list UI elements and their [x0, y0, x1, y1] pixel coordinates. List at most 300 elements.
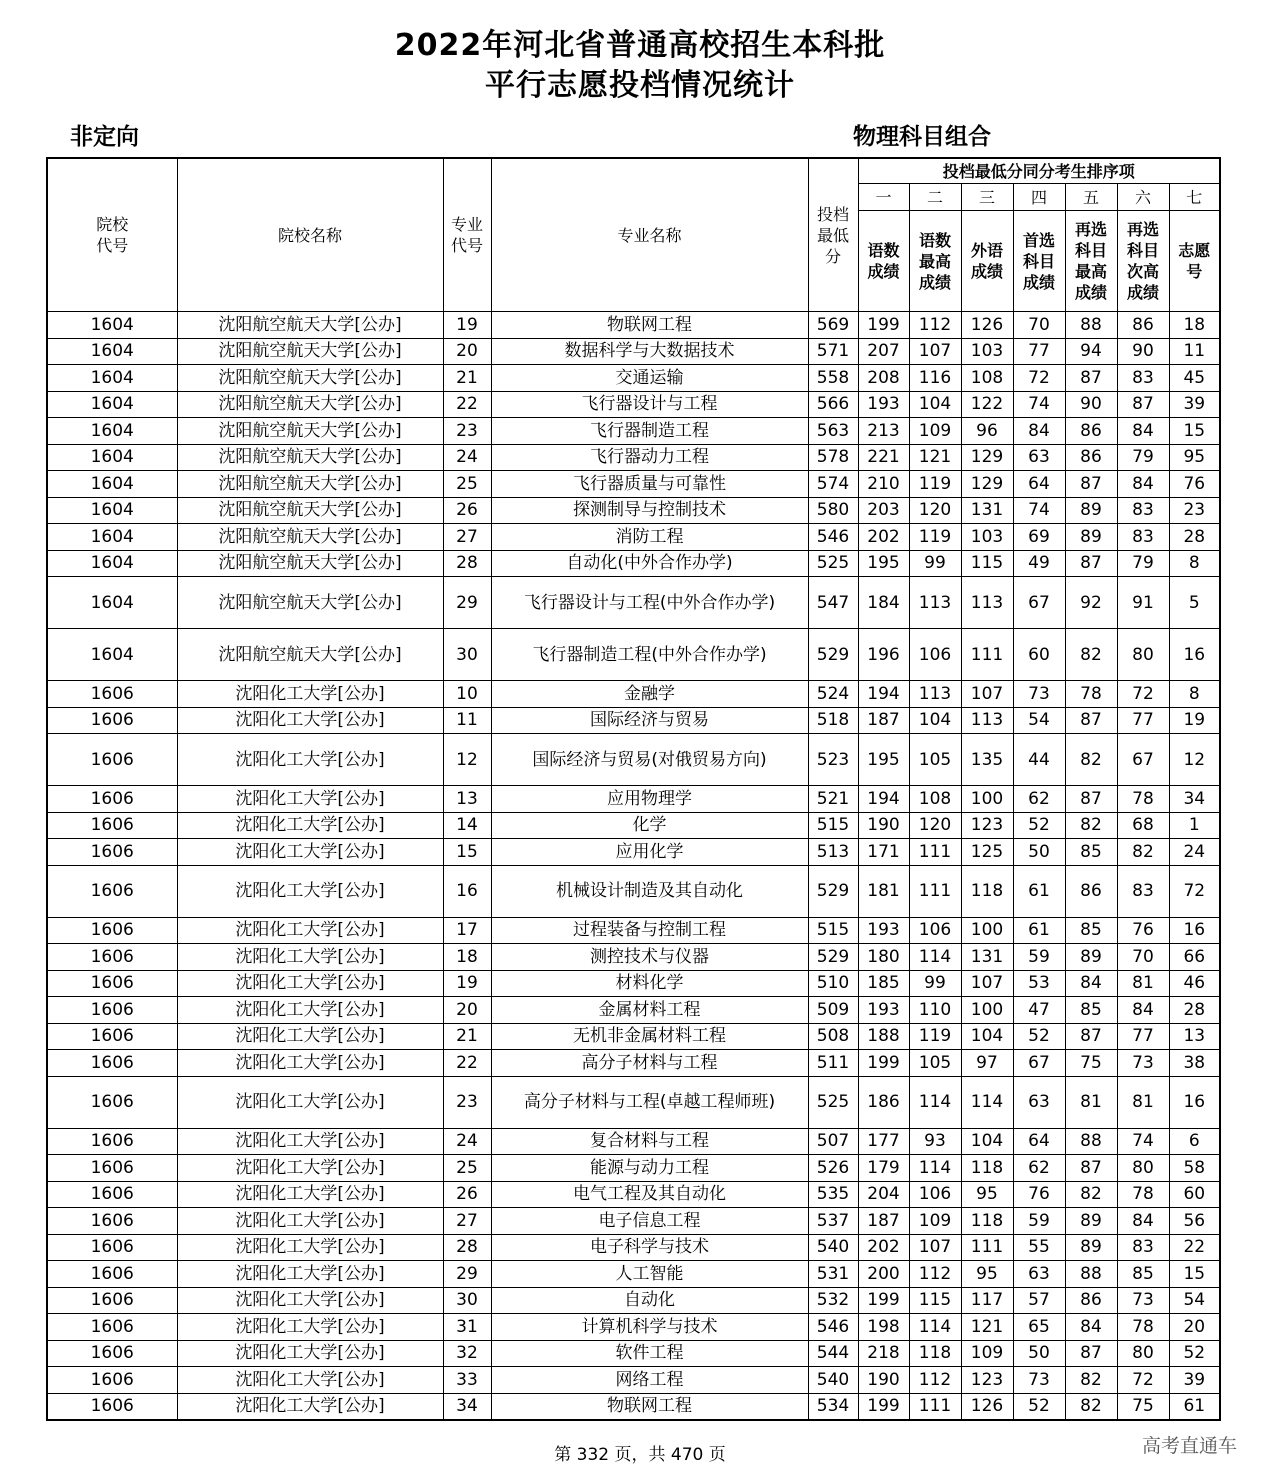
major-code-cell: 20	[443, 997, 491, 1024]
header-rank-label-5: 再选科目最高成绩	[1065, 211, 1117, 312]
min-score-cell: 540	[808, 1367, 858, 1394]
school-name-cell: 沈阳航空航天大学[公办]	[177, 338, 443, 365]
rank6-cell: 80	[1117, 629, 1169, 681]
rank5-cell: 89	[1065, 524, 1117, 551]
major-name-cell: 软件工程	[491, 1340, 808, 1367]
rank4-cell: 55	[1013, 1234, 1065, 1261]
rank2-cell: 114	[909, 1155, 961, 1182]
min-score-cell: 547	[808, 577, 858, 629]
rank6-cell: 83	[1117, 497, 1169, 524]
school-code-cell: 1606	[47, 734, 177, 786]
rank7-cell: 38	[1169, 1050, 1220, 1077]
min-score-cell: 531	[808, 1261, 858, 1288]
major-name-cell: 材料化学	[491, 970, 808, 997]
school-code-cell: 1606	[47, 1367, 177, 1394]
major-name-cell: 飞行器质量与可靠性	[491, 471, 808, 498]
school-name-cell: 沈阳航空航天大学[公办]	[177, 312, 443, 339]
rank5-cell: 85	[1065, 917, 1117, 944]
rank7-cell: 56	[1169, 1208, 1220, 1235]
school-code-cell: 1606	[47, 944, 177, 971]
rank4-cell: 53	[1013, 970, 1065, 997]
rank1-cell: 208	[858, 365, 909, 392]
school-name-cell: 沈阳航空航天大学[公办]	[177, 524, 443, 551]
watermark: 高考直通车	[1142, 1435, 1238, 1457]
major-code-cell: 13	[443, 786, 491, 813]
rank5-cell: 86	[1065, 1287, 1117, 1314]
rank4-cell: 69	[1013, 524, 1065, 551]
rank5-cell: 92	[1065, 577, 1117, 629]
rank7-cell: 66	[1169, 944, 1220, 971]
school-name-cell: 沈阳化工大学[公办]	[177, 1208, 443, 1235]
rank4-cell: 49	[1013, 550, 1065, 577]
table-row	[47, 1287, 1220, 1314]
rank1-cell: 187	[858, 707, 909, 734]
rank4-cell: 62	[1013, 1155, 1065, 1182]
major-code-cell: 26	[443, 497, 491, 524]
rank7-cell: 15	[1169, 1261, 1220, 1288]
rank6-cell: 78	[1117, 786, 1169, 813]
rank6-cell: 80	[1117, 1155, 1169, 1182]
school-code-cell: 1606	[47, 839, 177, 866]
rank1-cell: 193	[858, 917, 909, 944]
header-rank-label-2: 语数最高成绩	[909, 211, 961, 312]
rank2-cell: 114	[909, 1314, 961, 1341]
school-name-cell: 沈阳化工大学[公办]	[177, 1050, 443, 1077]
rank1-cell: 188	[858, 1023, 909, 1050]
rank1-cell: 187	[858, 1208, 909, 1235]
school-code-cell: 1606	[47, 1208, 177, 1235]
min-score-cell: 525	[808, 550, 858, 577]
school-name-cell: 沈阳化工大学[公办]	[177, 970, 443, 997]
school-code-cell: 1604	[47, 365, 177, 392]
rank7-cell: 8	[1169, 550, 1220, 577]
rank7-cell: 19	[1169, 707, 1220, 734]
rank3-cell: 131	[961, 944, 1013, 971]
rank6-cell: 84	[1117, 471, 1169, 498]
rank6-cell: 84	[1117, 997, 1169, 1024]
header-rank-4: 四	[1013, 184, 1065, 211]
rank6-cell: 82	[1117, 839, 1169, 866]
school-name-cell: 沈阳化工大学[公办]	[177, 917, 443, 944]
rank4-cell: 73	[1013, 681, 1065, 708]
rank6-cell: 87	[1117, 391, 1169, 418]
rank6-cell: 79	[1117, 550, 1169, 577]
rank4-cell: 74	[1013, 497, 1065, 524]
rank7-cell: 24	[1169, 839, 1220, 866]
table-row	[47, 1393, 1220, 1420]
school-code-cell: 1606	[47, 1314, 177, 1341]
major-code-cell: 20	[443, 338, 491, 365]
rank6-cell: 83	[1117, 524, 1169, 551]
school-name-cell: 沈阳航空航天大学[公办]	[177, 497, 443, 524]
major-code-cell: 19	[443, 970, 491, 997]
rank1-cell: 221	[858, 444, 909, 471]
rank3-cell: 95	[961, 1181, 1013, 1208]
rank6-cell: 67	[1117, 734, 1169, 786]
table-row	[47, 944, 1220, 971]
major-name-cell: 过程装备与控制工程	[491, 917, 808, 944]
rank6-cell: 74	[1117, 1128, 1169, 1155]
table-row	[47, 1023, 1220, 1050]
school-name-cell: 沈阳化工大学[公办]	[177, 1234, 443, 1261]
school-name-cell: 沈阳化工大学[公办]	[177, 1340, 443, 1367]
page-title: 2022年河北省普通高校招生本科批	[394, 28, 886, 63]
rank6-cell: 81	[1117, 1076, 1169, 1128]
major-code-cell: 21	[443, 1023, 491, 1050]
table-row	[47, 524, 1220, 551]
table-row	[47, 970, 1220, 997]
school-code-cell: 1606	[47, 917, 177, 944]
rank7-cell: 39	[1169, 1367, 1220, 1394]
min-score-cell: 509	[808, 997, 858, 1024]
rank3-cell: 129	[961, 471, 1013, 498]
school-code-cell: 1604	[47, 444, 177, 471]
table-row	[47, 1155, 1220, 1182]
school-code-cell: 1606	[47, 1050, 177, 1077]
rank4-cell: 77	[1013, 338, 1065, 365]
school-code-cell: 1606	[47, 1128, 177, 1155]
header-rank-6: 六	[1117, 184, 1169, 211]
rank2-cell: 93	[909, 1128, 961, 1155]
school-code-cell: 1604	[47, 312, 177, 339]
rank6-cell: 83	[1117, 365, 1169, 392]
rank3-cell: 135	[961, 734, 1013, 786]
rank1-cell: 199	[858, 312, 909, 339]
rank6-cell: 76	[1117, 917, 1169, 944]
rank1-cell: 193	[858, 997, 909, 1024]
rank5-cell: 87	[1065, 550, 1117, 577]
rank3-cell: 104	[961, 1023, 1013, 1050]
rank7-cell: 23	[1169, 497, 1220, 524]
major-name-cell: 国际经济与贸易(对俄贸易方向)	[491, 734, 808, 786]
min-score-cell: 529	[808, 944, 858, 971]
rank7-cell: 16	[1169, 1076, 1220, 1128]
rank3-cell: 100	[961, 786, 1013, 813]
school-code-cell: 1604	[47, 550, 177, 577]
rank3-cell: 108	[961, 365, 1013, 392]
rank5-cell: 88	[1065, 1261, 1117, 1288]
rank5-cell: 84	[1065, 1314, 1117, 1341]
rank1-cell: 190	[858, 812, 909, 839]
school-name-cell: 沈阳航空航天大学[公办]	[177, 391, 443, 418]
rank2-cell: 106	[909, 917, 961, 944]
rank3-cell: 122	[961, 391, 1013, 418]
table-row	[47, 1367, 1220, 1394]
table-row	[47, 917, 1220, 944]
rank2-cell: 112	[909, 1367, 961, 1394]
rank5-cell: 94	[1065, 338, 1117, 365]
rank6-cell: 84	[1117, 418, 1169, 445]
rank5-cell: 89	[1065, 1234, 1117, 1261]
rank5-cell: 87	[1065, 471, 1117, 498]
major-name-cell: 探测制导与控制技术	[491, 497, 808, 524]
major-name-cell: 物联网工程	[491, 1393, 808, 1420]
rank3-cell: 109	[961, 1340, 1013, 1367]
table-row	[47, 391, 1220, 418]
rank7-cell: 54	[1169, 1287, 1220, 1314]
major-name-cell: 自动化(中外合作办学)	[491, 550, 808, 577]
rank2-cell: 107	[909, 338, 961, 365]
header-rank-label-6: 再选科目次高成绩	[1117, 211, 1169, 312]
rank5-cell: 86	[1065, 444, 1117, 471]
header-rank-label-7: 志愿号	[1169, 211, 1220, 312]
rank1-cell: 195	[858, 734, 909, 786]
school-name-cell: 沈阳化工大学[公办]	[177, 865, 443, 917]
rank2-cell: 113	[909, 681, 961, 708]
rank7-cell: 76	[1169, 471, 1220, 498]
major-name-cell: 能源与动力工程	[491, 1155, 808, 1182]
category-label: 非定向	[70, 124, 139, 150]
rank4-cell: 52	[1013, 1393, 1065, 1420]
school-name-cell: 沈阳化工大学[公办]	[177, 1367, 443, 1394]
rank7-cell: 20	[1169, 1314, 1220, 1341]
school-name-cell: 沈阳化工大学[公办]	[177, 707, 443, 734]
school-name-cell: 沈阳化工大学[公办]	[177, 786, 443, 813]
major-code-cell: 22	[443, 391, 491, 418]
major-code-cell: 27	[443, 524, 491, 551]
rank5-cell: 86	[1065, 418, 1117, 445]
rank1-cell: 202	[858, 1234, 909, 1261]
table-row	[47, 312, 1220, 339]
rank2-cell: 119	[909, 471, 961, 498]
rank7-cell: 18	[1169, 312, 1220, 339]
major-code-cell: 19	[443, 312, 491, 339]
school-name-cell: 沈阳航空航天大学[公办]	[177, 471, 443, 498]
school-code-cell: 1604	[47, 338, 177, 365]
rank2-cell: 109	[909, 418, 961, 445]
rank1-cell: 186	[858, 1076, 909, 1128]
rank1-cell: 210	[858, 471, 909, 498]
school-name-cell: 沈阳化工大学[公办]	[177, 1261, 443, 1288]
rank6-cell: 90	[1117, 338, 1169, 365]
rank6-cell: 86	[1117, 312, 1169, 339]
rank4-cell: 50	[1013, 839, 1065, 866]
page-footer: 第 332 页，共 470 页	[554, 1445, 726, 1465]
major-name-cell: 计算机科学与技术	[491, 1314, 808, 1341]
table-row	[47, 1314, 1220, 1341]
min-score-cell: 511	[808, 1050, 858, 1077]
rank7-cell: 16	[1169, 629, 1220, 681]
rank5-cell: 78	[1065, 681, 1117, 708]
min-score-cell: 524	[808, 681, 858, 708]
rank1-cell: 198	[858, 1314, 909, 1341]
rank2-cell: 110	[909, 997, 961, 1024]
rank6-cell: 78	[1117, 1181, 1169, 1208]
rank5-cell: 87	[1065, 707, 1117, 734]
major-code-cell: 16	[443, 865, 491, 917]
school-code-cell: 1606	[47, 1181, 177, 1208]
rank4-cell: 65	[1013, 1314, 1065, 1341]
rank3-cell: 107	[961, 970, 1013, 997]
school-name-cell: 沈阳航空航天大学[公办]	[177, 444, 443, 471]
rank3-cell: 118	[961, 865, 1013, 917]
rank3-cell: 103	[961, 338, 1013, 365]
header-rank-label-1: 语数成绩	[858, 211, 909, 312]
rank4-cell: 61	[1013, 865, 1065, 917]
major-code-cell: 21	[443, 365, 491, 392]
rank1-cell: 171	[858, 839, 909, 866]
rank1-cell: 190	[858, 1367, 909, 1394]
major-code-cell: 15	[443, 839, 491, 866]
rank1-cell: 199	[858, 1393, 909, 1420]
major-name-cell: 电子科学与技术	[491, 1234, 808, 1261]
major-code-cell: 18	[443, 944, 491, 971]
rank5-cell: 87	[1065, 1155, 1117, 1182]
rank3-cell: 131	[961, 497, 1013, 524]
header-rank-7: 七	[1169, 184, 1220, 211]
rank4-cell: 60	[1013, 629, 1065, 681]
rank6-cell: 72	[1117, 1367, 1169, 1394]
school-code-cell: 1604	[47, 471, 177, 498]
rank6-cell: 80	[1117, 1340, 1169, 1367]
rank4-cell: 52	[1013, 812, 1065, 839]
rank2-cell: 99	[909, 550, 961, 577]
rank1-cell: 202	[858, 524, 909, 551]
school-name-cell: 沈阳化工大学[公办]	[177, 1155, 443, 1182]
min-score-cell: 574	[808, 471, 858, 498]
rank3-cell: 97	[961, 1050, 1013, 1077]
rank2-cell: 109	[909, 1208, 961, 1235]
rank4-cell: 73	[1013, 1367, 1065, 1394]
major-name-cell: 人工智能	[491, 1261, 808, 1288]
rank4-cell: 67	[1013, 577, 1065, 629]
rank3-cell: 103	[961, 524, 1013, 551]
major-name-cell: 自动化	[491, 1287, 808, 1314]
table-row	[47, 1261, 1220, 1288]
rank6-cell: 73	[1117, 1287, 1169, 1314]
table-row	[47, 497, 1220, 524]
major-code-cell: 17	[443, 917, 491, 944]
rank4-cell: 76	[1013, 1181, 1065, 1208]
min-score-cell: 540	[808, 1234, 858, 1261]
major-code-cell: 24	[443, 1128, 491, 1155]
rank2-cell: 104	[909, 391, 961, 418]
school-code-cell: 1606	[47, 970, 177, 997]
rank5-cell: 88	[1065, 312, 1117, 339]
rank7-cell: 12	[1169, 734, 1220, 786]
rank5-cell: 90	[1065, 391, 1117, 418]
header-rank-5: 五	[1065, 184, 1117, 211]
rank1-cell: 203	[858, 497, 909, 524]
major-code-cell: 14	[443, 812, 491, 839]
table-row	[47, 444, 1220, 471]
rank3-cell: 117	[961, 1287, 1013, 1314]
rank2-cell: 120	[909, 812, 961, 839]
rank5-cell: 82	[1065, 812, 1117, 839]
major-code-cell: 32	[443, 1340, 491, 1367]
school-code-cell: 1606	[47, 1393, 177, 1420]
rank6-cell: 85	[1117, 1261, 1169, 1288]
school-code-cell: 1606	[47, 1287, 177, 1314]
table-row	[47, 1208, 1220, 1235]
min-score-cell: 537	[808, 1208, 858, 1235]
rank2-cell: 111	[909, 839, 961, 866]
major-name-cell: 网络工程	[491, 1367, 808, 1394]
rank7-cell: 95	[1169, 444, 1220, 471]
rank2-cell: 107	[909, 1234, 961, 1261]
rank2-cell: 121	[909, 444, 961, 471]
rank2-cell: 99	[909, 970, 961, 997]
rank5-cell: 75	[1065, 1050, 1117, 1077]
rank7-cell: 45	[1169, 365, 1220, 392]
rank5-cell: 82	[1065, 1367, 1117, 1394]
rank6-cell: 78	[1117, 1314, 1169, 1341]
rank4-cell: 52	[1013, 1023, 1065, 1050]
rank3-cell: 129	[961, 444, 1013, 471]
min-score-cell: 507	[808, 1128, 858, 1155]
rank4-cell: 62	[1013, 786, 1065, 813]
rank3-cell: 96	[961, 418, 1013, 445]
min-score-cell: 544	[808, 1340, 858, 1367]
header-tiebreak-group: 投档最低分同分考生排序项	[858, 158, 1220, 184]
rank5-cell: 85	[1065, 997, 1117, 1024]
rank5-cell: 82	[1065, 629, 1117, 681]
table-row	[47, 629, 1220, 681]
school-name-cell: 沈阳化工大学[公办]	[177, 944, 443, 971]
table-row	[47, 1340, 1220, 1367]
school-code-cell: 1604	[47, 524, 177, 551]
rank7-cell: 60	[1169, 1181, 1220, 1208]
rank3-cell: 118	[961, 1155, 1013, 1182]
school-name-cell: 沈阳化工大学[公办]	[177, 1393, 443, 1420]
rank1-cell: 181	[858, 865, 909, 917]
rank6-cell: 70	[1117, 944, 1169, 971]
min-score-cell: 529	[808, 629, 858, 681]
page-subtitle: 平行志愿投档情况统计	[485, 68, 795, 103]
rank5-cell: 89	[1065, 944, 1117, 971]
major-name-cell: 飞行器设计与工程(中外合作办学)	[491, 577, 808, 629]
rank7-cell: 28	[1169, 997, 1220, 1024]
major-code-cell: 26	[443, 1181, 491, 1208]
rank4-cell: 72	[1013, 365, 1065, 392]
rank6-cell: 72	[1117, 681, 1169, 708]
table-row	[47, 577, 1220, 629]
rank5-cell: 81	[1065, 1076, 1117, 1128]
header-major-name: 专业名称	[491, 158, 808, 312]
major-code-cell: 29	[443, 577, 491, 629]
rank5-cell: 89	[1065, 1208, 1117, 1235]
min-score-cell: 546	[808, 1314, 858, 1341]
major-name-cell: 金属材料工程	[491, 997, 808, 1024]
major-name-cell: 消防工程	[491, 524, 808, 551]
school-name-cell: 沈阳化工大学[公办]	[177, 1287, 443, 1314]
rank4-cell: 54	[1013, 707, 1065, 734]
rank7-cell: 46	[1169, 970, 1220, 997]
table-row	[47, 338, 1220, 365]
rank5-cell: 86	[1065, 865, 1117, 917]
rank7-cell: 22	[1169, 1234, 1220, 1261]
rank7-cell: 72	[1169, 865, 1220, 917]
rank1-cell: 200	[858, 1261, 909, 1288]
school-name-cell: 沈阳化工大学[公办]	[177, 1181, 443, 1208]
rank6-cell: 77	[1117, 1023, 1169, 1050]
school-code-cell: 1604	[47, 577, 177, 629]
table-row	[47, 471, 1220, 498]
rank5-cell: 84	[1065, 970, 1117, 997]
major-code-cell: 31	[443, 1314, 491, 1341]
rank3-cell: 114	[961, 1076, 1013, 1128]
rank5-cell: 87	[1065, 786, 1117, 813]
rank2-cell: 106	[909, 629, 961, 681]
rank5-cell: 82	[1065, 1393, 1117, 1420]
rank1-cell: 213	[858, 418, 909, 445]
rank6-cell: 68	[1117, 812, 1169, 839]
rank1-cell: 185	[858, 970, 909, 997]
min-score-cell: 566	[808, 391, 858, 418]
rank6-cell: 73	[1117, 1050, 1169, 1077]
rank3-cell: 126	[961, 312, 1013, 339]
major-code-cell: 34	[443, 1393, 491, 1420]
